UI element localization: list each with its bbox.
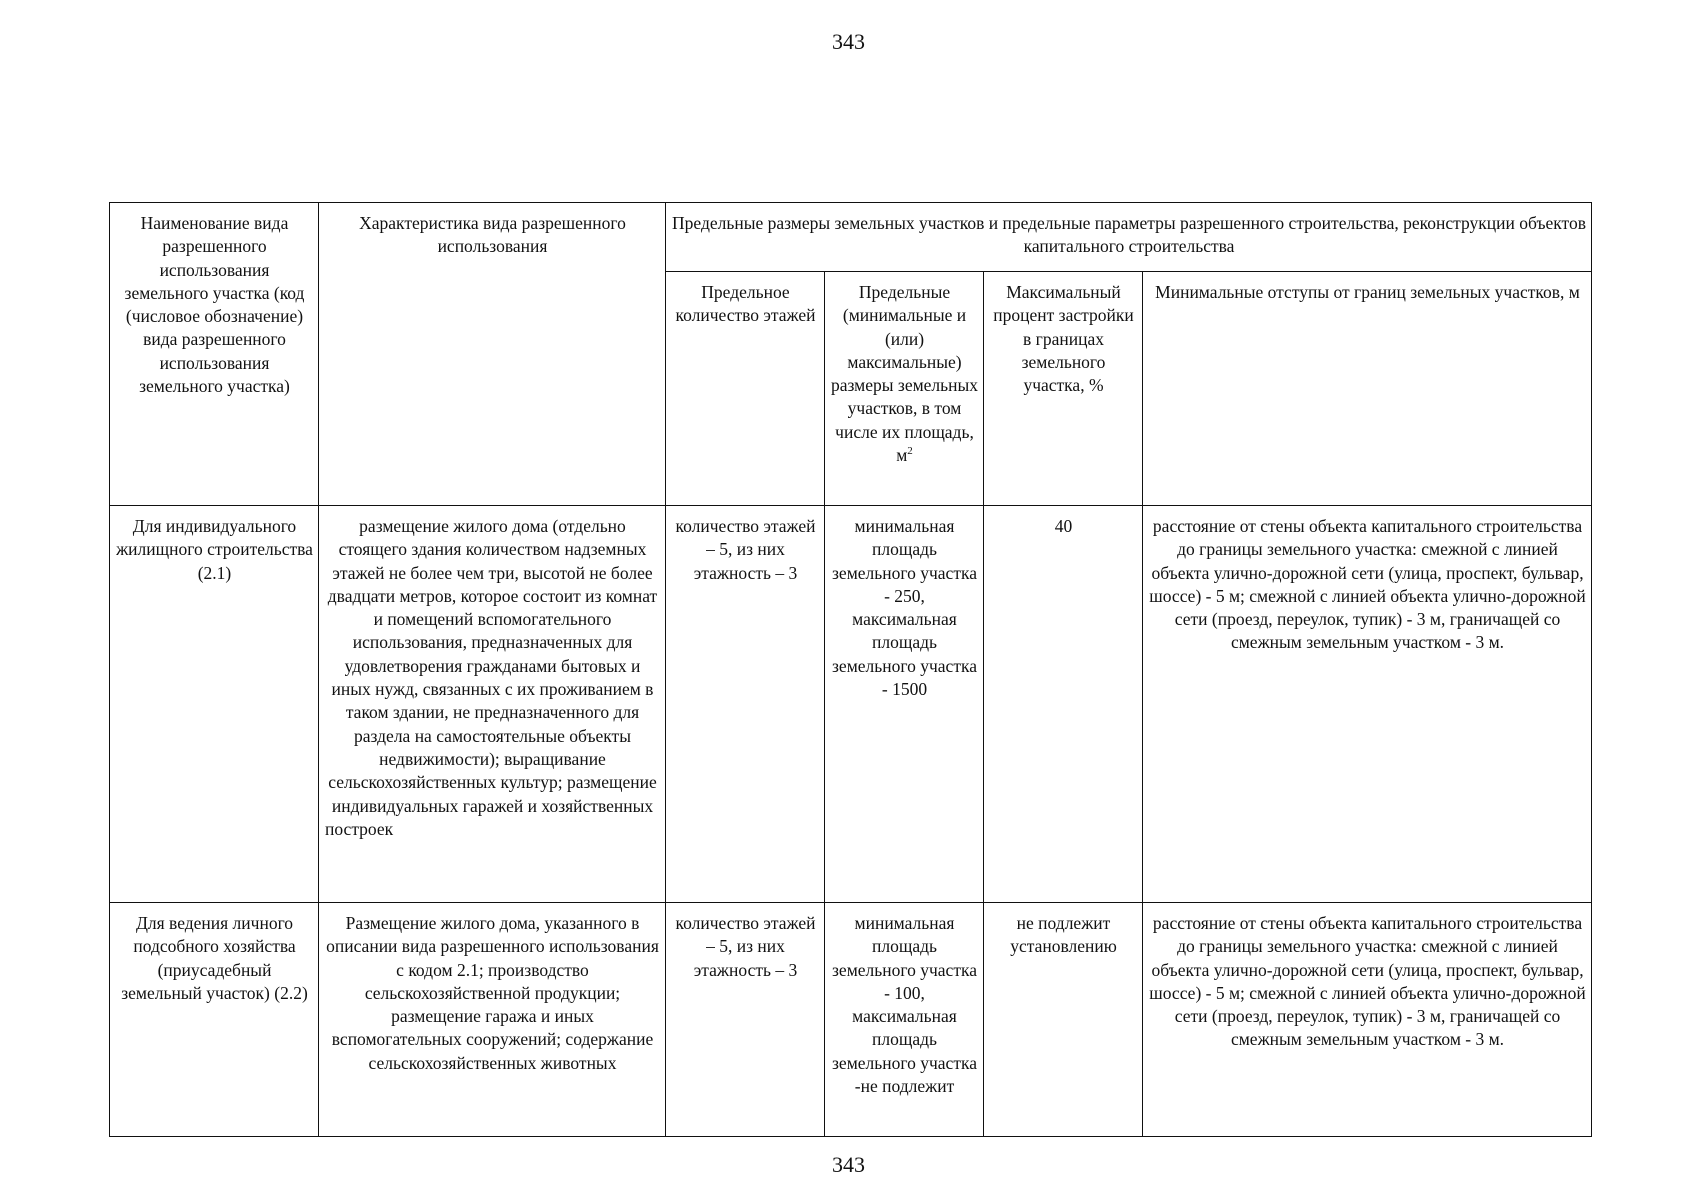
row-plot-area: минимальная площадь земельного участка - 100, максимальная площадь земельного участка -не подлежит bbox=[825, 903, 984, 1137]
row-floors: количество этажей – 5, из них этажность – 3 bbox=[666, 903, 825, 1137]
page-number-top: 343 bbox=[832, 29, 865, 54]
table-row bbox=[110, 903, 1592, 1137]
header-use-description: Характеристика вида разрешенного использования bbox=[319, 203, 666, 506]
row-plot-area: минимальная площадь земельного участка - 250, максимальная площадь земельного участка - 1500 bbox=[825, 506, 984, 903]
header-min-setbacks: Минимальные отступы от границ земельных участков, м bbox=[1143, 272, 1592, 506]
row-use-description: размещение жилого дома (отдельно стоящего здания количеством надземных этажей не более чем три, высотой не более двадцати метров, которое состоит из комнат и помещений вспомогательного использования, предназначенных для удовлетворения гражданами бытовых и иных нужд, связанных с их проживанием в таком здании, не предназначенного для раздела на самостоятельные объекты недвижимости); выращивание сельскохозяйственных культур; размещение индивидуальных гаражей и хозяйственных построек bbox=[319, 506, 666, 903]
row-use-name: Для индивидуального жилищного строительства (2.1) bbox=[110, 506, 319, 903]
header-plot-area-text: Предельные (минимальные и (или) максимальные) размеры земельных участков, в том числе их площадь, м bbox=[831, 282, 979, 466]
header-plot-area bbox=[825, 272, 984, 506]
row-coverage: 40 bbox=[984, 506, 1143, 903]
header-limits-group: Предельные размеры земельных участков и предельные параметры разрешенного строительства, реконструкции объектов капитального строительства bbox=[666, 203, 1592, 272]
land-use-table bbox=[109, 202, 1592, 1137]
header-max-floors: Предельное количество этажей bbox=[666, 272, 825, 506]
row-use-name: Для ведения личного подсобного хозяйства (приусадебный земельный участок) (2.2) bbox=[110, 903, 319, 1137]
page-number-bottom: 343 bbox=[832, 1152, 865, 1177]
header-plot-area-sup: 2 bbox=[907, 445, 913, 458]
row-setbacks: расстояние от стены объекта капитального строительства до границы земельного участка: смежной с линией объекта улично-дорожной сети (улица, проспект, бульвар, шоссе) - 5 м; смежной с линией объекта улично-дорожной сети (проезд, переулок, тупик) - 3 м, граничащей со смежным земельным участком - 3 м. bbox=[1143, 903, 1592, 1137]
row-floors: количество этажей – 5, из них этажность – 3 bbox=[666, 506, 825, 903]
row-setbacks: расстояние от стены объекта капитального строительства до границы земельного участка: смежной с линией объекта улично-дорожной сети (улица, проспект, бульвар, шоссе) - 5 м; смежной с линией объекта улично-дорожной сети (проезд, переулок, тупик) - 3 м, граничащей со смежным земельным участком - 3 м. bbox=[1143, 506, 1592, 903]
table-row bbox=[110, 506, 1592, 903]
row-use-description: Размещение жилого дома, указанного в описании вида разрешенного использования с кодом 2.1; производство сельскохозяйственной продукции; размещение гаража и иных вспомогательных сооружений; содержание сельскохозяйственных животных bbox=[319, 903, 666, 1137]
header-max-coverage: Максимальный процент застройки в границах земельного участка, % bbox=[984, 272, 1143, 506]
header-use-name: Наименование вида разрешенного использования земельного участка (код (числовое обозначение) вида разрешенного использования земельного участка) bbox=[110, 203, 319, 506]
row-coverage: не подлежит установлению bbox=[984, 903, 1143, 1137]
table-header-row-1 bbox=[110, 203, 1592, 272]
